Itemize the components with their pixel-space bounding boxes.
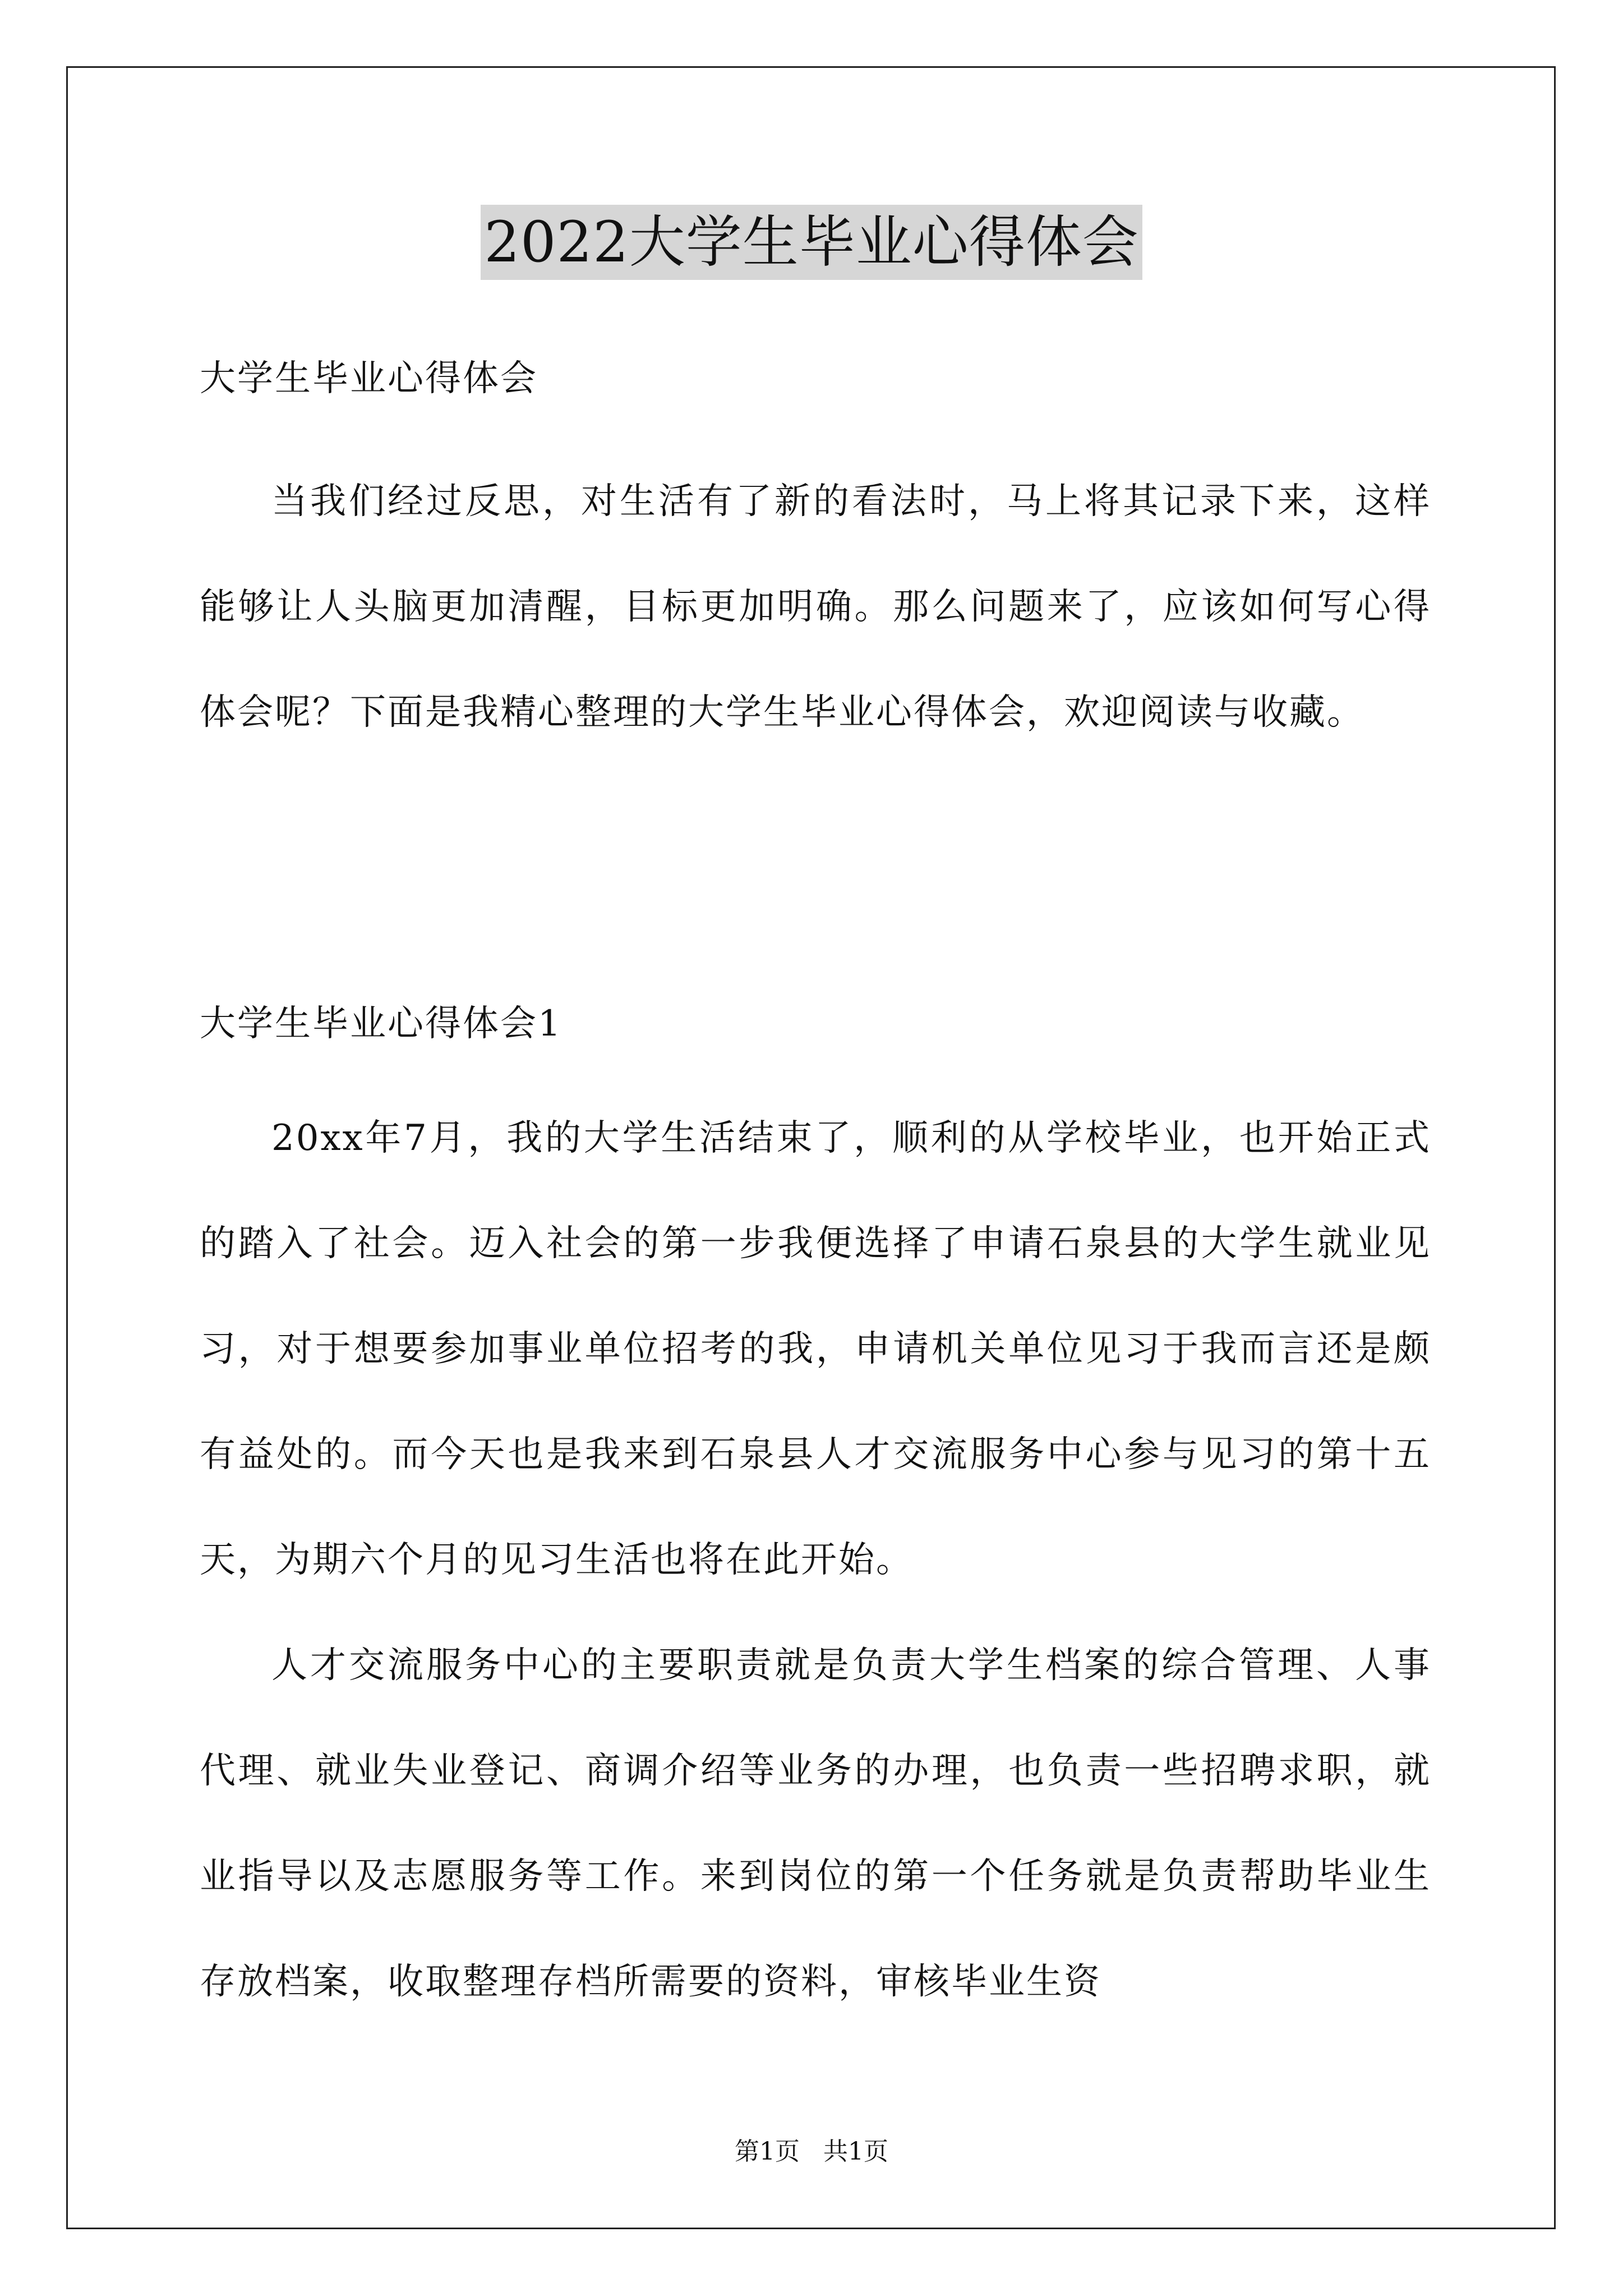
section-1-paragraph-1: 20xx年7月，我的大学生活结束了，顺利的从学校毕业，也开始正式的踏入了社会。迈入社会的第一步我便选择了申请石泉县的大学生就业见习，对于想要参加事业单位招考的我，申请机关单位见习于我而言还是颇有益处的。而今天也是我来到石泉县人才交流服务中心参与见习的第十五天，为期六个月的见习生活也将在此开始。 [200, 1117, 1431, 1581]
subtitle: 大学生毕业心得体会 [200, 358, 538, 399]
title-container [0, 205, 1623, 280]
document-title: 2022大学生毕业心得体会 [481, 205, 1142, 280]
page-number: 第1页 [735, 2137, 800, 2166]
section-1-heading: 大学生毕业心得体会1 [200, 1003, 562, 1045]
page-total: 共1页 [823, 2137, 888, 2166]
intro-block [200, 449, 1431, 765]
section-1-paragraph-2: 人才交流服务中心的主要职责就是负责大学生档案的综合管理、人事代理、就业失业登记、商调介绍等业务的办理，也负责一些招聘求职，就业指导以及志愿服务等工作。来到岗位的第一个任务就是负责帮助毕业生存放档案，收取整理存档所需要的资料，审核毕业生资 [200, 1645, 1431, 2003]
section-1-body [200, 1085, 1431, 2035]
intro-paragraph: 当我们经过反思，对生活有了新的看法时，马上将其记录下来，这样能够让人头脑更加清醒，目标更加明确。那么问题来了，应该如何写心得体会呢？下面是我精心整理的大学生毕业心得体会，欢迎阅读与收藏。 [200, 481, 1431, 733]
page-footer [0, 2135, 1623, 2169]
